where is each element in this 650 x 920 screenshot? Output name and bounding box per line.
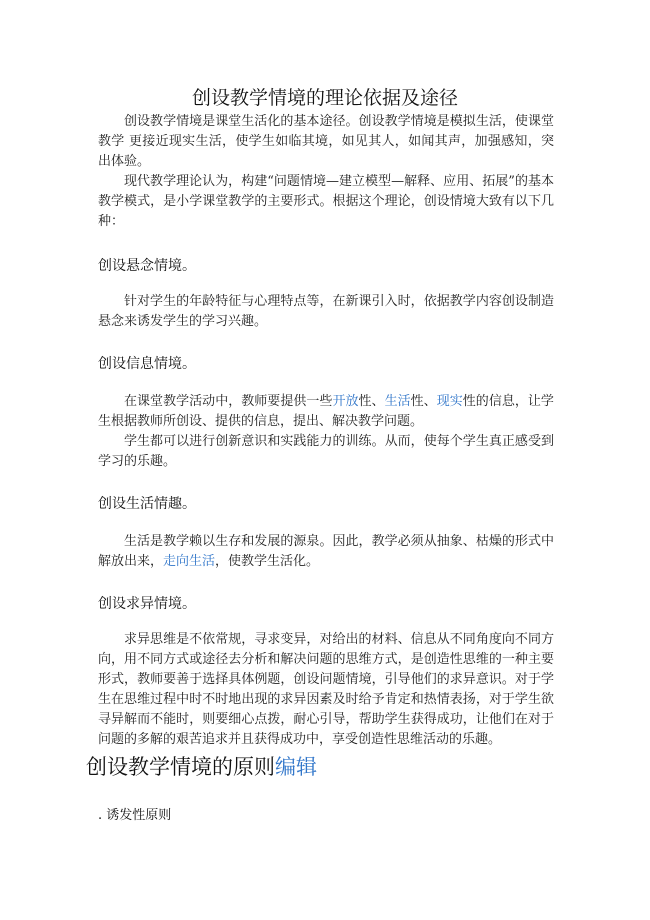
principles-heading [86,752,317,782]
link-toward-life[interactable]: 走向生活 [163,554,216,569]
link-open[interactable]: 开放 [332,394,359,409]
life-paragraph [98,532,554,572]
divergent-paragraph: 求异思维是不依常规，寻求变异，对给出的材料、信息从不同角度向不同方向，用不同方式或途径去分析和解决问题的思维方式，是创造性思维的一种主要形式，教师要善于选择具体例题，创设问题情境，引导他们的求异意识。对于学生在思维过程中时不时地出现的求异因素及时给予肯定和热情表扬，对于学生欲寻异解而不能时，则要细心点拨，耐心引导，帮助学生获得成功，让他们在对于问题的多解的艰苦追求并且获得成功中，享受创造性思维活动的乐趣。 [98,632,554,747]
life-text-b: ，使教学生活化。 [215,554,320,569]
section-heading-suspense: 创设悬念情境。 [98,258,196,274]
document-title: 创设教学情境的理论依据及途径 [191,87,458,109]
principles-heading-text: 创设教学情境的原则 [86,755,275,779]
section-heading-life: 创设生活情趣。 [98,496,196,512]
principle-item-1: . 诱发性原则 [98,808,172,823]
info-paragraph-1 [98,392,554,432]
section-heading-divergent: 创设求异情境。 [98,596,196,612]
section-heading-info: 创设信息情境。 [98,356,196,372]
link-reality[interactable]: 现实 [436,394,463,409]
intro-paragraph-2: 现代教学理论认为，构建“问题情境—建立模型—解释、应用、拓展”的基本教学模式，是小学课堂教学的主要形式。根据这个理论，创设情境大致有以下几种： [98,174,554,229]
info-text-a: 在课堂教学活动中，教师要提供一些 [124,394,333,409]
life-text-a: 生活是教学赖以生存和发展的源泉。因此，教学必须从抽象、枯燥的形式中解放出来， [98,534,554,569]
info-text-c: 性、 [410,394,437,409]
info-text-b: 性、 [358,394,385,409]
info-paragraph-2: 学生都可以进行创新意识和实践能力的训练。从而，使每个学生真正感受到学习的乐趣。 [98,434,554,469]
info-text-d: 性的信息，让学生根据教师所创设、提供的信息，提出、解决教学问题。 [98,394,554,429]
intro-paragraph-1: 创设教学情境是课堂生活化的基本途径。创设教学情境是模拟生活，使课堂教学 更接近现实生活，使学生如临其境，如见其人，如闻其声，加强感知，突出体验。 [98,114,554,169]
edit-link[interactable]: 编辑 [275,755,317,779]
link-life[interactable]: 生活 [384,394,411,409]
suspense-paragraph: 针对学生的年龄特征与心理特点等，在新课引入时，依据教学内容创设制造悬念来诱发学生的学习兴趣。 [98,294,554,329]
